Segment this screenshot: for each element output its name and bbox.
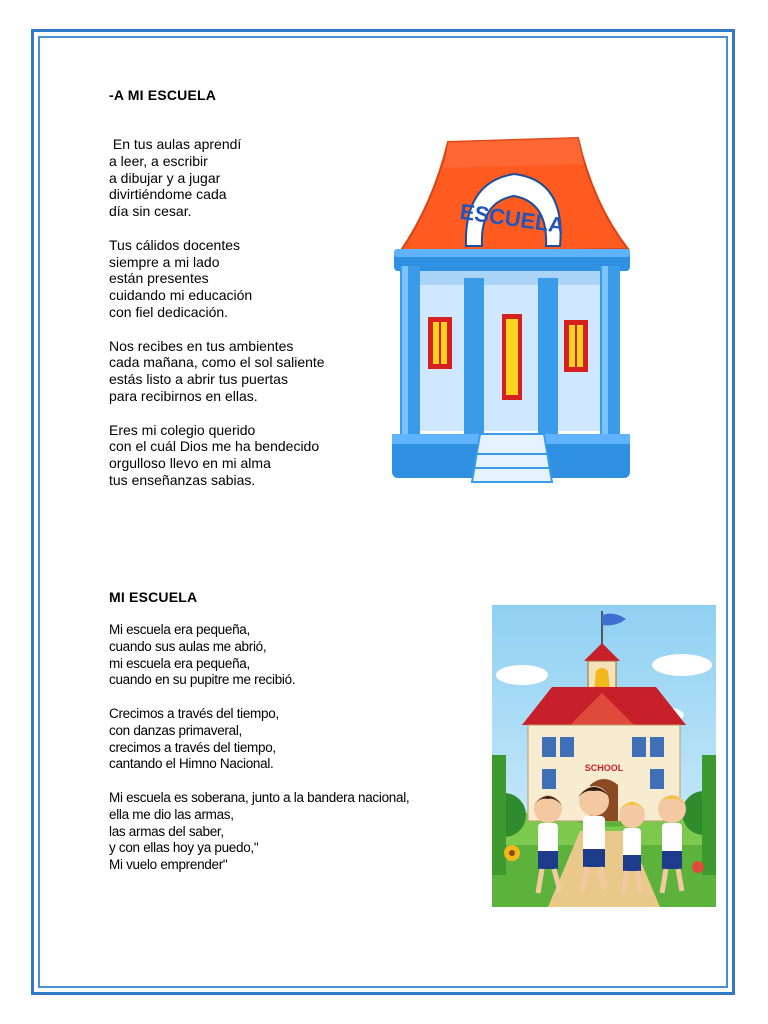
- school-sign-text: SCHOOL: [584, 763, 624, 773]
- poem2-stanza-1: Mi escuela era pequeña, cuando sus aulas me abrió, mi escuela era pequeña, cuando en su pupitre me recibió.: [109, 622, 296, 688]
- poem2-stanza-3: Mi escuela es soberana, junto a la bandera nacional, ella me dio las armas, las armas del saber, y con ellas hoy ya puedo," Mi vuelo emprender": [109, 789, 410, 873]
- poem1-stanza-1: En tus aulas aprendí a leer, a escribir a dibujar y a jugar divirtiéndome cada día sin cesar.: [109, 136, 242, 220]
- poem1-stanza-3: Nos recibes en tus ambientes cada mañana, como el sol saliente estás listo a abrir tus puertas para recibirnos en ellas.: [109, 337, 325, 404]
- poem1-stanza-2: Tus cálidos docentes siempre a mi lado están presentes cuidando mi educación con fiel dedicación.: [109, 236, 253, 320]
- school-kids-illustration: [492, 605, 716, 907]
- poem2-title: MI ESCUELA: [109, 589, 198, 605]
- escuela-sign-text: ESCUELA: [458, 198, 566, 239]
- poem2-body: [109, 622, 409, 891]
- poem1-body: [109, 136, 325, 506]
- poem1-title: -A MI ESCUELA: [109, 87, 217, 103]
- school-building-illustration: [388, 134, 636, 488]
- poem1-stanza-4: Eres mi colegio querido con el cuál Dios me ha bendecido orgulloso llevo en mi alma tus enseñanzas sabias.: [109, 421, 320, 488]
- poem2-stanza-2: Crecimos a través del tiempo, con danzas primaveral, crecimos a través del tiempo, cantando el Himno Nacional.: [109, 705, 279, 772]
